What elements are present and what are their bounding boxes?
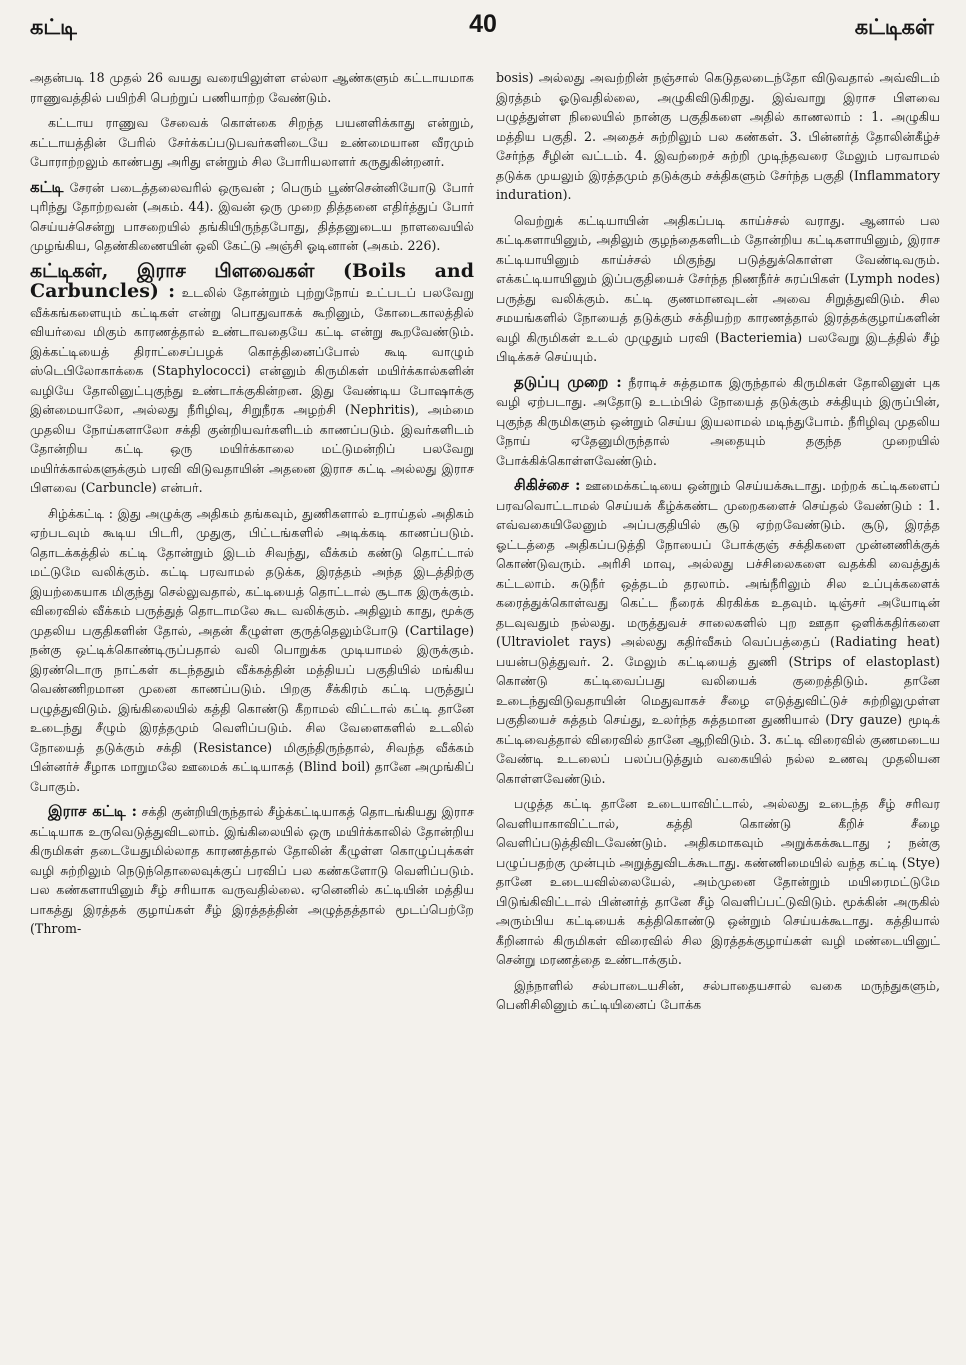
subsection-term: இராச கட்டி : (48, 802, 137, 820)
entry-boils-carbuncles: கட்டிகள், இராச பிளவைகள் (Boils and Carbuncles) : உடலில் தோன்றும் புற்றுநோய் உட்படப் பலவேறு வீக்கங்களையும் கட்டிகள் என்று பொதுவாகக் கூறினும், கோடைகாலத்தில் வியர்வை மிகும் காரணத்தால் உண்டாவதையே கட்டி என்று கூறவேண்டும். இக்கட்டியைத் திராட்சைப்பழக் கொத்தினைப்போல் கூடி வாழும் ஸ்டெபிலோகாக்கை (Staphylococci) என்னும் கிருமிகள் மயிர்க்கால்களின் வழியே தோலினுட்புகுந்து உண்டாக்குகின்றன. இது வேண்டிய போஷாக்கு இன்மையாலோ, அல்லது நீரிழிவு, சிறுநீரக அழற்சி (Nephritis), அம்மை முதலிய நோய்களாலோ சக்தி குன்றியவர்களிடம் காணப்படும். இவர்களிடம் தோன்றிய கட்டி ஒரு மயிர்க்காலை மட்டுமன்றிப் பலவேறு மயிர்க்கால்களுக்கும் பரவி விடுவதாயின் அதனை இராச கட்டி அல்லது இராச பிளவை (Carbuncle) என்பர். (30, 259, 474, 495)
left-column (30, 68, 474, 1358)
paragraph: சிழ்க்கட்டி : இது அழுக்கு அதிகம் தங்கவும், துணிகளால் உராய்தல் அதிகம் ஏற்படவும் கூடிய பிடரி, முதுகு, பிட்டங்களில் அடிக்கடி காணப்படும். தொடக்கத்தில் கட்டி தோன்றும் இடம் சிவந்து, வீக்கம் கண்டு தொட்டால் மட்டுமே வலிக்கும். கட்டி பரவாமல் தடுக்க, இரத்தம் அந்த இடத்திற்கு இயற்கையாக மிகுந்து செல்லுவதால், கட்டியைத் தொட்டால் சூடாக இருக்கும். விரைவில் வீக்கம் பருத்துத் தொடாமலே கூட வலிக்கும். அதிலும் காது, மூக்கு முதலிய பகுதிகளின் தோல், அதன் கீழுள்ள குருத்தெலும்போடு (Cartilage) நன்கு ஒட்டிக்கொண்டிருப்பதால் வலி பொறுக்க முடியாமல் இருக்கும். இரண்டொரு நாட்கள் கடந்ததும் வீக்கத்தின் மத்தியப் பகுதியில் மங்கிய வெண்ணிறமான முனை காணப்படும். பிறகு சீக்கிரம் கட்டி பருத்துப் பழுத்துவிடும். இங்கிலையில் கத்தி கொண்டு கீறாமல் விட்டால் கட்டி தானே உடைந்து சீழும் இரத்தமும் வெளிப்படும். சில வேளைகளில் உடலில் நோயைத் தடுக்கும் சக்தி (Resistance) மிகுந்திருந்தால், சிவந்த வீக்கம் பின்னர்ச் சீழாக மாறுமலே ஊமைக் கட்டியாகத் (Blind boil) தானே அமுங்கிப் போகும். (30, 505, 474, 794)
entry-heading: கட்டிகள், இராச பிளவைகள் (Boils and Carbuncles) : (30, 259, 474, 302)
subsection-prevention: தடுப்பு முறை : நீராடிச் சுத்தமாக இருந்தால் கிருமிகள் தோலினுள் புக வழி ஏற்படாது. அதோடு உடம்பில் நோயைத் தடுக்கும் சக்தியும் இருப்பின், புகுந்த கிருமிகளும் ஒன்றும் செய்ய இயலாமல் மடிந்துபோம். நீரிழிவு முதலிய நோய் ஏதேனுமிருந்தால் அதையும் தகுந்த முறையில் போக்கிக்கொள்ளவேண்டும். (496, 372, 940, 468)
entry-term: கட்டி (30, 177, 64, 196)
paragraph: அதன்படி 18 முதல் 26 வயது வரையிலுள்ள எல்லா ஆண்களும் கட்டாயமாக ராணுவத்தில் பயிற்சி பெற்றுப் பணியாற்ற வேண்டும். (30, 70, 474, 105)
paragraph: கட்டாய ராணுவ சேவைக் கொள்கை சிறந்த பயனளிக்காது என்றும், கட்டாயத்தின் பேரில் சேர்க்கப்படுபவர்களிடையே உண்மையான வீரமும் போராற்றலும் காண்பது அரிது என்றும் சில போரியலாளர் கருதுகின்றனர். (30, 115, 474, 169)
subsection-term: தடுப்பு முறை : (514, 372, 622, 391)
running-header-right: கட்டிகள் (854, 14, 934, 39)
entry-katti: கட்டி சேரன் படைத்தலைவரில் ஒருவன் ; பெரும் பூண்சென்னியோடு போர் புரிந்து தோற்றவன் (அகம். 44). இவன் ஒரு முறை தித்தனை எதிர்த்துப் போர் செய்யச்சென்று பாசறையில் தங்கியிருந்தபோது, தித்தனுடைய நாளவையில் முழங்கிய, தெண்கிணையின் ஒலி கேட்டு அஞ்சி ஓடினான் (அகம். 226). (30, 177, 474, 253)
subsection-treatment: சிகிச்சை : ஊமைக்கட்டியை ஒன்றும் செய்யக்கூடாது. மற்றக் கட்டிகளைப் பரவவொட்டாமல் செய்யக் கீழ்க்கண்ட முறைகளைச் செய்தல் வேண்டும் : 1. எவ்வகையிலேனும் அப்பகுதியில் சூடு ஏற்றவேண்டும். சூடு, இரத்த ஓட்டத்தை அதிகப்படுத்தி நோயைப் போக்குஞ் சக்திகளை முன்னணிக்குக் கொண்டுவரும். அரிசி மாவு, அல்லது பச்சிலைகளை வதக்கி வைத்துக் கட்டலாம். சுடுநீர் ஒத்தடம் தரலாம். அங்நீரிலும் சில உப்புக்களைக் கரைத்துக்கொள்வது கெட்ட நீரைக் கிரகிக்க உதவும். டிஞ்சர் அயோடின் தடவுவதும் நல்லது. மருத்துவச் சாலைகளில் புற ஊதா ஒளிக்கதிர்களை (Ultraviolet rays) அல்லது கதிர்வீசும் வெப்பத்தைப் (Radiating heat) பயன்படுத்துவர். 2. மேலும் கட்டியைத் துணி (Strips of elastoplast) கொண்டு கட்டிவைப்பது வலியைக் குறைத்திடும். தானே உடைந்துவிடுவதாயின் மெதுவாகச் சீழை எடுத்துவிட்டுச் சுற்றிலுமுள்ள பகுதியைச் சுத்தம் செய்து, உலர்ந்த சுத்தமான துணியால் (Dry gauze) மூடிக் கட்டிவைத்தால் விரைவில் தானே ஆறிவிடும். 3. கட்டி விரைவில் குணமடைய வேண்டி உடலைப் பலப்படுத்தும் வகையில் நல்ல உணவு முதலியன கொள்ளவேண்டும். (496, 476, 940, 786)
subsection-term: சிகிச்சை : (514, 476, 581, 494)
paragraph: bosis) அல்லது அவற்றின் நஞ்சால் கெடுதலடைந்தோ விடுவதால் அவ்விடம் இரத்தம் ஓடுவதில்லை, அழுகிவிடுகிறது. இவ்வாறு இராச பிளவை பழுத்துள்ள நிலையில் நான்கு பகுதிகளை அதில் காணலாம் : 1. அழுகிய மத்திய பகுதி. 2. அதைச் சுற்றிலும் பல கண்கள். 3. பின்னர்த் தோலின்கீழ்ச் சேர்ந்த சீழின் வட்டம். 4. இவற்றைச் சுற்றி முடிந்தவரை மேலும் பரவாமல் தடுக்க முயலும் இரத்தமும் தடுக்கும் சக்திகளும் சேர்ந்த பகுதி (Inflammatory induration). (496, 70, 940, 202)
paragraph: இந்நாளில் சல்பாடையசின், சல்பாதையசால் வகை மருந்துகளும், பெனிசிலினும் கட்டியினைப் போக்க (496, 977, 940, 1012)
paragraph: வெற்றுக் கட்டியாயின் அதிகப்படி காய்ச்சல் வராது. ஆனால் பல கட்டிகளாயினும், அதிலும் குழந்தைகளிடம் தோன்றிய கட்டிகளாயினும், இராச கட்டியாயினும் காய்ச்சல் மிகுந்து படுத்துக்கொள்ள வேண்டிவரும். எக்கட்டியாயினும் இப்பகுதியைச் சேர்ந்த நிணநீர்ச் சுரப்பிகள் (Lymph nodes) பருத்து வலிக்கும். கட்டி குணமானவுடன் அவை சிறுத்துவிடும். சில சமயங்களில் நோயைத் தடுக்கும் சக்தியற்ற காரணத்தால் இரத்தக்குழாய்களின் வழி கிருமிகள் உடல் முழுதும் பரவி (Bacteriemia) பலவேறு இடத்தில் சீழ் பிடிக்கச் செய்யும். (496, 212, 940, 364)
paragraph: பழுத்த கட்டி தானே உடையாவிட்டால், அல்லது உடைந்த சீழ் சரிவர வெளியாகாவிட்டால், கத்தி கொண்டு கீறிச் சீழை வெளிப்படுத்திவிடவேண்டும். அதிகமாகவும் அறுக்கக்கூடாது ; நன்கு பழுப்பதற்கு முன்பும் அறுத்துவிடக்கூடாது. கண்ணிமையில் வந்த கட்டி (Stye) தானே உடையவில்லையேல், அம்முனை தோன்றும் மயிரைமட்டுமே பிடுங்கிவிட்டால் பின்னர்த் தானே சீழ் வெளிப்பட்டுவிடும். மூக்கின் அருகில் அரும்பிய கட்டியைக் கத்திகொண்டு ஒன்றும் செய்யக்கூடாது. கத்தியால் கீறினால் கிருமிகள் விரைவில் சில இரத்தக்குழாய்கள் வழி மண்டையினுட் சென்று மரணத்தை உண்டாக்கும். (496, 796, 940, 967)
subsection-carbuncle: இராச கட்டி : சக்தி குன்றியிருந்தால் சீழ்க்கட்டியாகத் தொடங்கியது இராச கட்டியாக உருவெடுத்துவிடலாம். இங்கிலையில் ஒரு மயிர்க்காலில் தோன்றிய கிருமிகள் தடையேதுமில்லாத காரணத்தால் தோலின் கீழுள்ள கொழுப்புக்கள் வழி சுற்றிலும் நெடுந்தொலைவுக்குப் பரவிப் பல கண்களோடு வெளிப்படும். பல கண்களாயினும் சீழ் சரியாக வருவதில்லை. ஏனெனில் கட்டியின் மத்திய பாகத்து இரத்தக் குழாய்கள் சீழ் இரத்தத்தின் அழுத்தத்தால் மூடப்பெற்றே (Throm- (30, 802, 474, 936)
right-column (496, 68, 940, 1358)
page-number: 40 (469, 10, 497, 38)
running-header-left: கட்டி (30, 14, 77, 39)
